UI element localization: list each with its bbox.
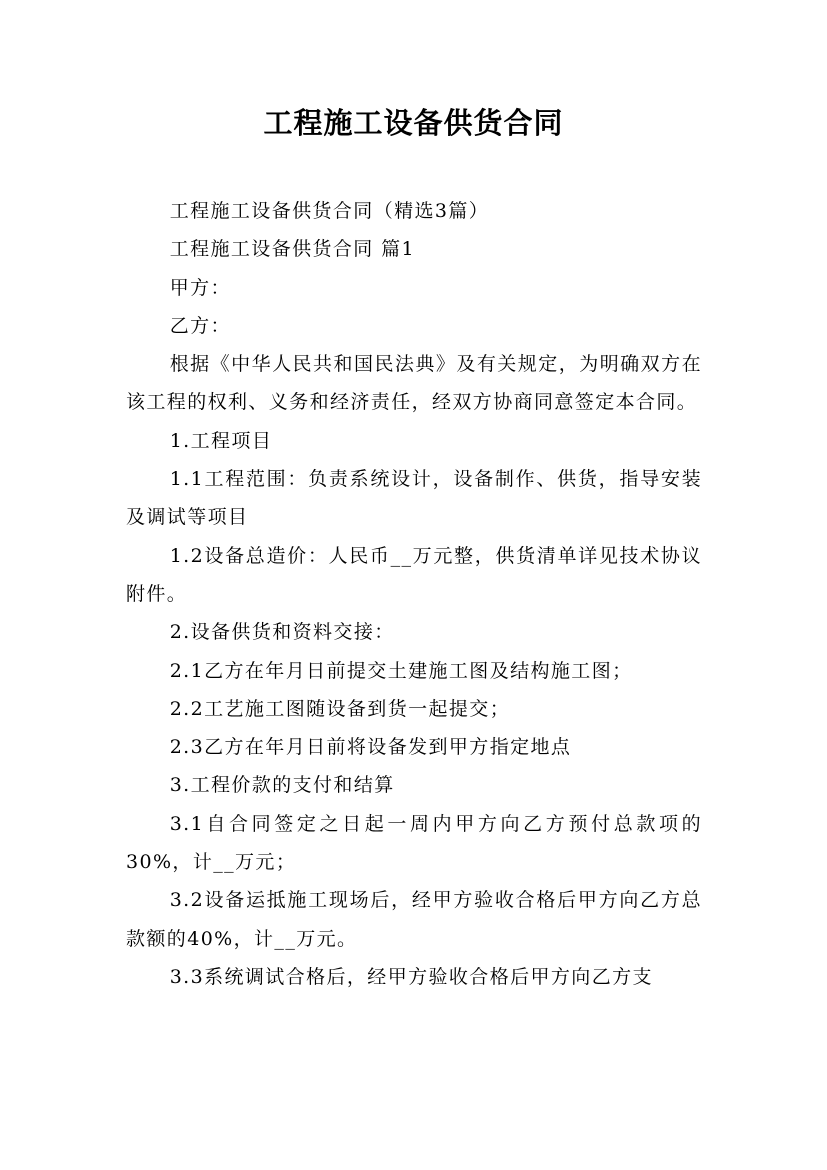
- document-title: 工程施工设备供货合同: [263, 106, 564, 140]
- paragraph-party-b: 乙方：: [169, 314, 231, 337]
- clause-3-3: 3.3系统调试合格后，经甲方验收合格后甲方向乙方支: [169, 965, 653, 988]
- clause-3-2: 3.2设备运抵施工现场后，经甲方验收合格后甲方向乙方总款额的40%，计__万元。: [126, 889, 702, 950]
- document-body: [126, 192, 702, 996]
- clause-2-1: 2.1乙方在年月日前提交土建施工图及结构施工图；: [169, 659, 633, 682]
- paragraph-preamble: 根据《中华人民共和国民法典》及有关规定，为明确双方在该工程的权利、义务和经济责任，经双方协商同意签定本合同。: [126, 353, 702, 414]
- clause-1-2: 1.2设备总造价：人民币__万元整，供货清单详见技术协议附件。: [126, 544, 702, 605]
- section-heading-2: 2.设备供货和资料交接：: [169, 621, 395, 644]
- clause-1-1: 1.1工程范围：负责系统设计，设备制作、供货，指导安装及调试等项目: [126, 468, 702, 529]
- section-heading-1: 1.工程项目: [169, 429, 273, 452]
- clause-3-1: 3.1自合同签定之日起一周内甲方向乙方预付总款项的30%，计__万元；: [126, 812, 702, 874]
- section-heading-3: 3.工程价款的支付和结算: [169, 774, 395, 797]
- paragraph-party-a: 甲方：: [169, 276, 231, 299]
- clause-2-2: 2.2工艺施工图随设备到货一起提交；: [169, 697, 511, 720]
- clause-2-3: 2.3乙方在年月日前将设备发到甲方指定地点: [169, 736, 572, 759]
- paragraph-intro: 工程施工设备供货合同（精选3篇）: [169, 200, 490, 222]
- paragraph-part-heading: 工程施工设备供货合同 篇1: [169, 238, 416, 261]
